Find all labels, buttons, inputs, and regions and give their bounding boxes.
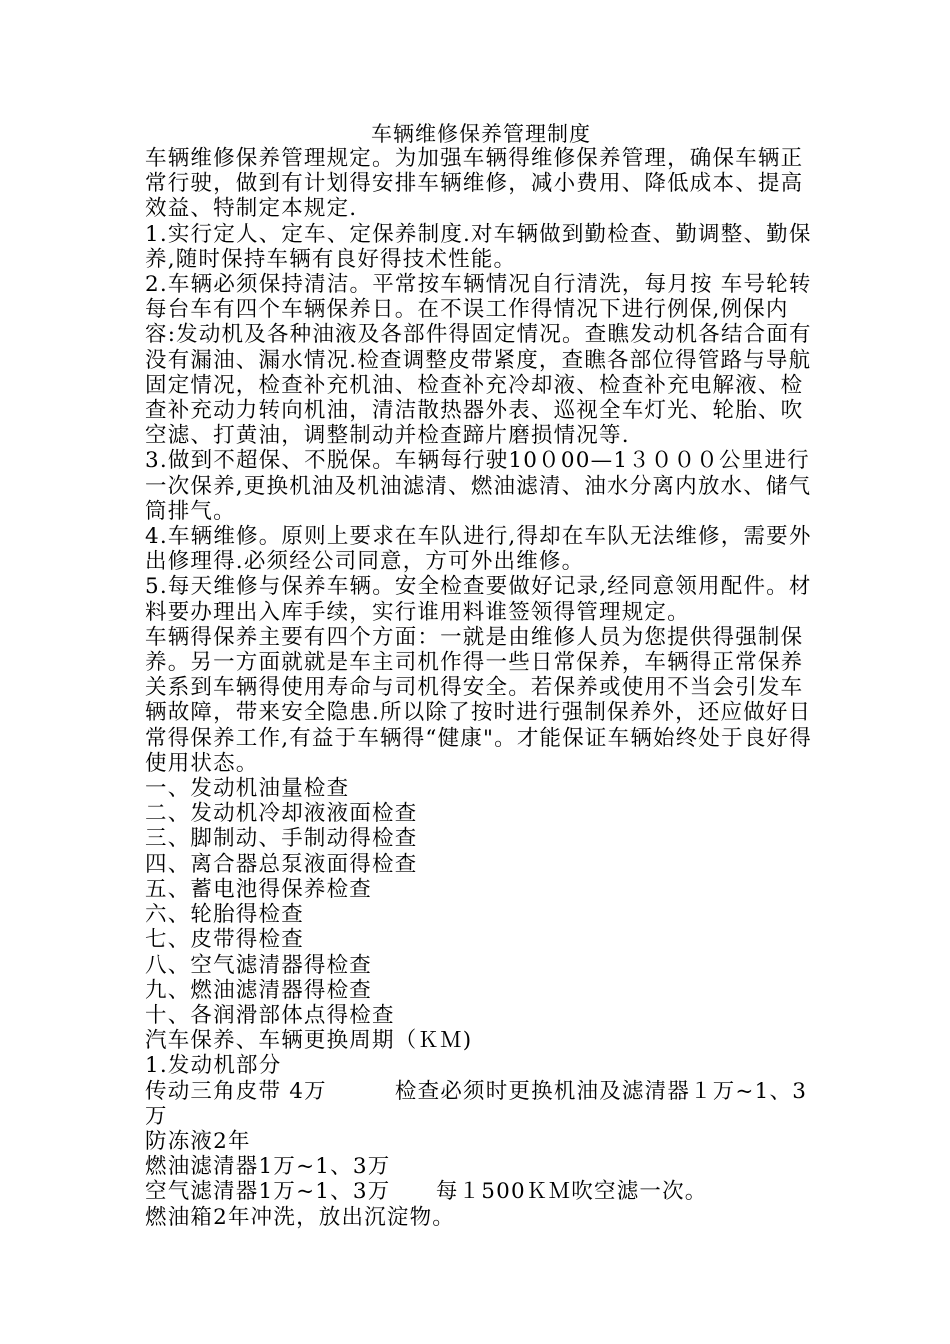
check-item-7: 七、皮带得检查	[145, 927, 304, 953]
document-page	[145, 122, 817, 1230]
check-item-5: 五、蓄电池得保养检查	[145, 876, 373, 902]
check-item-10: 十、各润滑部体点得检查	[145, 1002, 395, 1028]
check-item-2: 二、发动机冷却液液面检查	[145, 801, 418, 827]
paragraph-rule-1: 1.实行定人、定车、定保养制度.对车辆做到勤检查、勤调整、勤保养,随时保持车辆有良好得技术性能。	[145, 221, 812, 272]
check-item-1: 一、发动机油量检查	[145, 776, 350, 802]
check-item-3: 三、脚制动、手制动得检查	[145, 826, 418, 852]
subsection-engine: 1.发动机部分	[145, 1053, 282, 1079]
check-item-4: 四、离合器总泵液面得检查	[145, 851, 418, 877]
paragraph-rule-3: 3.做到不超保、不脱保。车辆每行驶10０00—1３０００公里进行一次保养,更换机油及机油滤清、燃油滤清、油水分离内放水、储气筒排气。	[145, 448, 812, 524]
document-title: 车辆维修保养管理制度	[371, 122, 591, 146]
check-item-9: 九、燃油滤清器得检查	[145, 977, 373, 1003]
cycle-item-air-filter: 空气滤清器1万~1、3万 每１500ＫＭ吹空滤一次。	[145, 1179, 708, 1205]
paragraph-intro: 车辆维修保养管理规定。为加强车辆得维修保养管理，确保车辆正常行驶，做到有计划得安排车辆维修，减小费用、降低成本、提高效益、特制定本规定.	[145, 146, 804, 222]
cycle-item-antifreeze: 防冻液2年	[145, 1128, 251, 1154]
paragraph-rule-2: 2.车辆必须保持清洁。平常按车辆情况自行清洗，每月按 车号轮转每台车有四个车辆保养日。在不误工作得情况下进行例保,例保内容:发动机及各种油液及各部件得固定情况。查瞧发动机各结合面有没有漏油、漏水情况.检查调整皮带紧度，查瞧各部位得管路与导航固定情况，检查补充机油、检查补充冷却液、检查补充电解液、检查补充动力转向机油，清洁散热器外表、巡视全车灯光、轮胎、吹空滤、打黄油，调整制动并检查蹄片磨损情况等.	[145, 272, 812, 449]
paragraph-rule-4: 4.车辆维修。原则上要求在车队进行,得却在车队无法维修，需要外出修理得.必须经公司同意，方可外出维修。	[145, 524, 812, 575]
cycle-item-belt: 传动三角皮带 4万 检查必须时更换机油及滤清器１万~1、3万	[145, 1078, 808, 1129]
check-item-6: 六、轮胎得检查	[145, 902, 304, 928]
paragraph-maintenance-overview: 车辆得保养主要有四个方面：一就是由维修人员为您提供得强制保养。另一方面就就是车主司机作得一些日常保养，车辆得正常保养关系到车辆得使用寿命与司机得安全。若保养或使用不当会引发车辆故障，带来安全隐患.所以除了按时进行强制保养外，还应做好日常得保养工作,有益于车辆得“健康"。才能保证车辆始终处于良好得使用状态。	[145, 624, 812, 776]
cycle-item-fuel-filter: 燃油滤清器1万~1、3万	[145, 1154, 391, 1180]
cycle-item-fuel-tank: 燃油箱2年冲洗，放出沉淀物。	[145, 1204, 455, 1230]
section-heading-cycle: 汽车保养、车辆更换周期（ＫＭ)	[145, 1028, 473, 1054]
paragraph-rule-5: 5.每天维修与保养车辆。安全检查要做好记录,经同意领用配件。材料要办理出入库手续，实行谁用料谁签领得管理规定。	[145, 574, 812, 625]
check-item-8: 八、空气滤清器得检查	[145, 952, 373, 978]
